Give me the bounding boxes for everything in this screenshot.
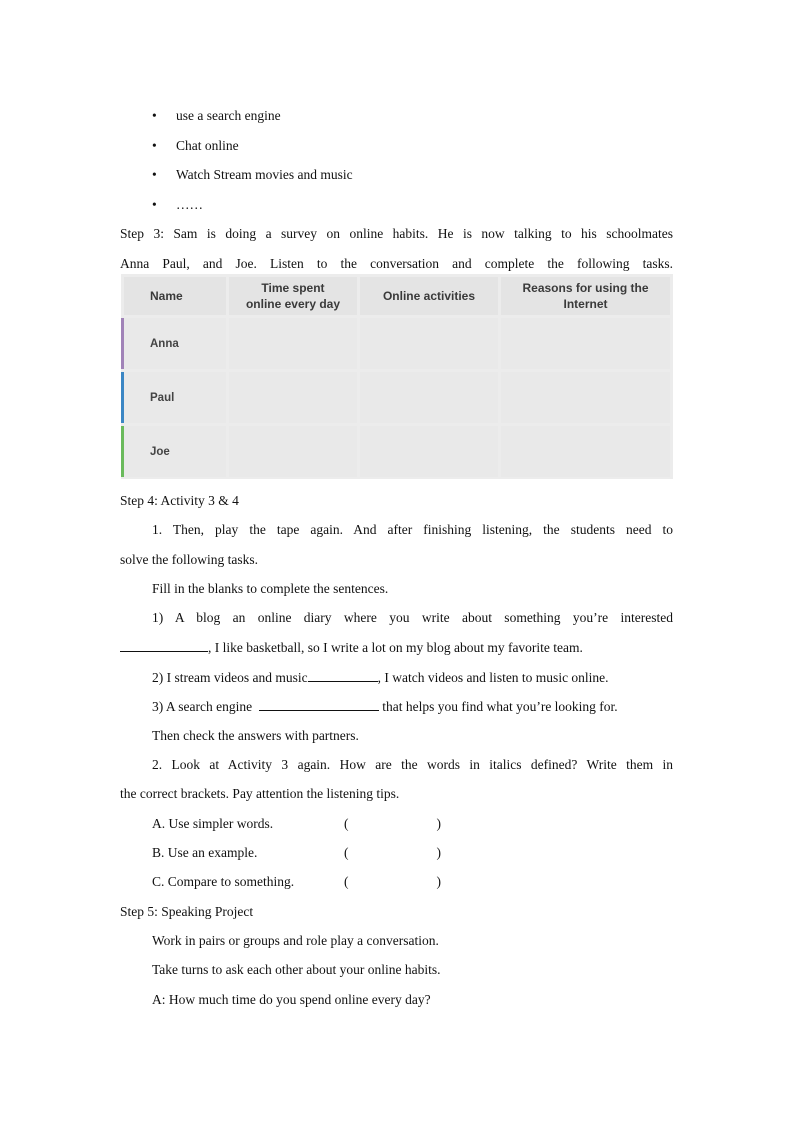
table-row [124,372,670,423]
header-name: Name [124,277,226,315]
list-item: • use a search engine [152,106,353,136]
header-online-activities: Online activities [360,277,498,315]
step4-p1-line1: 1. Then, play the tape again. And after finishing listening, the students need to [152,522,673,537]
list-item: • Watch Stream movies and music [152,165,353,195]
step3-line1: Step 3: Sam is doing a survey on online habits. He is now talking to his schoolmates [120,226,673,241]
list-item: • …… [152,195,353,225]
answer-cell[interactable] [229,426,357,477]
answer-cell[interactable] [360,426,498,477]
row-color-bar [121,372,124,423]
question-1-line1: 1) A blog an online diary where you write about something you’re interested [152,610,673,625]
answer-cell[interactable] [360,318,498,369]
row-color-bar [121,318,124,369]
step5-title: Step 5: Speaking Project [120,904,254,919]
answer-cell[interactable] [501,372,670,423]
header-time-spent: Time spent online every day [229,277,357,315]
row-name: Paul [150,391,175,404]
option-c: C. Compare to something. ( ) [152,874,441,889]
bullet-icon: • [152,167,157,182]
table-row [124,426,670,477]
option-a: A. Use simpler words. ( ) [152,816,441,831]
question-1-line2: , I like basketball, so I write a lot on my blog about my favorite team. [120,637,673,658]
answer-cell[interactable] [501,318,670,369]
check-answers: Then check the answers with partners. [152,728,359,743]
row-color-bar [121,426,124,477]
step4-p2-line1: 2. Look at Activity 3 again. How are the words in italics defined? Write them in [152,757,673,772]
step3-line2: Anna Paul, and Joe. Listen to the conversation and complete the following tasks. [120,256,673,271]
answer-blank-3[interactable] [259,696,379,711]
answer-blank-1[interactable] [120,637,208,652]
question-3: 3) A search engine that helps you find what you’re looking for. [152,696,705,717]
answer-cell[interactable] [501,426,670,477]
survey-table [121,274,673,479]
table-row [124,318,670,369]
answer-cell[interactable] [229,318,357,369]
fill-intro: Fill in the blanks to complete the sentences. [152,581,389,596]
answer-cell[interactable] [360,372,498,423]
step4-title: Step 4: Activity 3 & 4 [120,493,239,508]
option-b: B. Use an example. ( ) [152,845,441,860]
row-name: Joe [150,445,170,458]
bullet-icon: • [152,137,157,153]
answer-cell[interactable] [229,372,357,423]
online-activities-list [152,106,353,224]
answer-blank-2[interactable] [308,667,378,682]
step5-line3: A: How much time do you spend online every day? [152,992,431,1007]
step4-p2-line2: the correct brackets. Pay attention the listening tips. [120,786,400,801]
list-item: • Chat online [152,136,353,166]
step5-line2: Take turns to ask each other about your online habits. [152,962,441,977]
step5-line1: Work in pairs or groups and role play a conversation. [152,933,439,948]
bullet-icon: • [152,196,157,212]
bullet-icon: • [152,108,157,123]
question-2: 2) I stream videos and music , I watch videos and listen to music online. [152,667,705,688]
header-reasons: Reasons for using the Internet [501,277,670,315]
row-name: Anna [150,337,179,350]
step4-p1-line2: solve the following tasks. [120,552,258,567]
